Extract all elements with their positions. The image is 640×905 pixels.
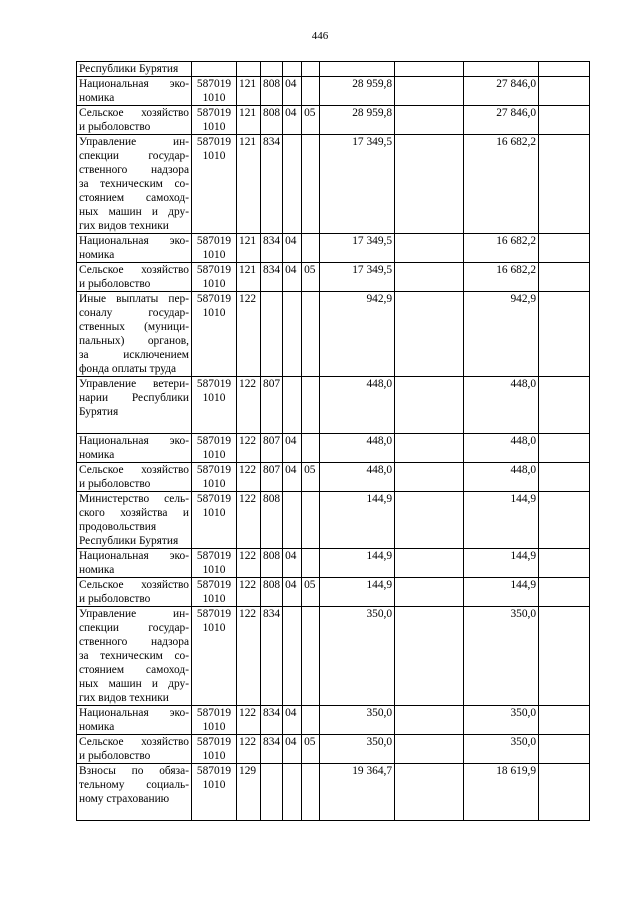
name-line: Иные выплаты пер- xyxy=(79,293,189,305)
name-line: Национальная эко- xyxy=(79,707,189,719)
section-cell: 04 xyxy=(283,434,302,463)
kosgu-cell: 122 xyxy=(237,434,261,463)
code-cell: 587019 1010 xyxy=(192,263,237,292)
name-line: Национальная эко- xyxy=(79,235,189,247)
name-line: Сельское хозяйство xyxy=(79,264,189,276)
dept-code-cell xyxy=(261,292,283,377)
kosgu-cell: 122 xyxy=(237,578,261,607)
amount-cell-2: 350,0 xyxy=(464,706,539,735)
subsection-cell xyxy=(302,234,320,263)
name-line: ского хозяйства и xyxy=(79,507,189,519)
name-line: ственных (муници- xyxy=(79,321,189,333)
kosgu-cell: 122 xyxy=(237,292,261,377)
blank-cell-1 xyxy=(395,607,464,706)
kosgu-cell: 122 xyxy=(237,377,261,434)
amount-cell-2: 27 846,0 xyxy=(464,77,539,106)
dept-code-cell: 834 xyxy=(261,607,283,706)
code-cell xyxy=(192,62,237,77)
table-row xyxy=(77,263,590,292)
name-line: за техническим со- xyxy=(79,650,189,662)
section-cell: 04 xyxy=(283,263,302,292)
name-line: номика xyxy=(79,249,115,261)
page-number: 446 xyxy=(311,30,329,42)
subsection-cell: 05 xyxy=(302,106,320,135)
subsection-cell xyxy=(302,706,320,735)
blank-cell-2 xyxy=(539,135,590,234)
name-line: номика xyxy=(79,564,115,576)
blank-cell-1 xyxy=(395,377,464,434)
table-row xyxy=(77,764,590,821)
name-line: Управление ветери- xyxy=(79,378,189,390)
name-line: Сельское хозяйство xyxy=(79,736,189,748)
blank-cell-1 xyxy=(395,434,464,463)
name-cell xyxy=(77,492,192,549)
name-line: ных машин и дру- xyxy=(79,206,189,218)
amount-cell-1: 17 349,5 xyxy=(320,234,395,263)
subsection-cell: 05 xyxy=(302,578,320,607)
subsection-cell: 05 xyxy=(302,263,320,292)
blank-cell-1 xyxy=(395,706,464,735)
amount-cell-1: 350,0 xyxy=(320,706,395,735)
name-line: стоянием самоход- xyxy=(79,664,189,676)
name-cell xyxy=(77,578,192,607)
subsection-cell: 05 xyxy=(302,463,320,492)
kosgu-cell: 122 xyxy=(237,549,261,578)
amount-cell-2: 350,0 xyxy=(464,607,539,706)
code-cell: 587019 1010 xyxy=(192,735,237,764)
budget-table-body xyxy=(77,62,590,821)
amount-cell-1: 448,0 xyxy=(320,434,395,463)
amount-cell-1: 144,9 xyxy=(320,578,395,607)
name-line: и рыболовство xyxy=(79,478,151,490)
name-line: продовольствия xyxy=(79,521,157,533)
code-cell: 587019 1010 xyxy=(192,77,237,106)
amount-cell-2: 27 846,0 xyxy=(464,106,539,135)
code-cell: 587019 1010 xyxy=(192,607,237,706)
blank-cell-2 xyxy=(539,77,590,106)
code-cell: 587019 1010 xyxy=(192,463,237,492)
amount-cell-1: 17 349,5 xyxy=(320,263,395,292)
name-cell xyxy=(77,77,192,106)
blank-cell-1 xyxy=(395,62,464,77)
name-cell xyxy=(77,607,192,706)
blank-cell-2 xyxy=(539,62,590,77)
code-cell: 587019 1010 xyxy=(192,434,237,463)
section-cell xyxy=(283,135,302,234)
dept-code-cell: 807 xyxy=(261,434,283,463)
name-line: и рыболовство xyxy=(79,750,151,762)
blank-cell-2 xyxy=(539,607,590,706)
table-row xyxy=(77,377,590,434)
name-line: Управление ин- xyxy=(79,608,189,620)
name-line: Сельское хозяйство xyxy=(79,579,189,591)
table-row xyxy=(77,106,590,135)
blank-cell-2 xyxy=(539,492,590,549)
section-cell: 04 xyxy=(283,706,302,735)
name-cell xyxy=(77,549,192,578)
blank-cell-1 xyxy=(395,463,464,492)
dept-code-cell: 834 xyxy=(261,263,283,292)
name-line: Сельское хозяйство xyxy=(79,107,189,119)
amount-cell-1: 28 959,8 xyxy=(320,77,395,106)
kosgu-cell: 122 xyxy=(237,492,261,549)
code-cell: 587019 1010 xyxy=(192,106,237,135)
kosgu-cell: 121 xyxy=(237,234,261,263)
name-line: Сельское хозяйство xyxy=(79,464,189,476)
name-line: соналу государ- xyxy=(79,307,189,319)
section-cell: 04 xyxy=(283,106,302,135)
name-line: пальных) органов, xyxy=(79,335,189,347)
table-row xyxy=(77,706,590,735)
subsection-cell xyxy=(302,549,320,578)
name-cell xyxy=(77,735,192,764)
name-line: за техническим со- xyxy=(79,178,189,190)
name-line: Управление ин- xyxy=(79,136,189,148)
name-cell xyxy=(77,234,192,263)
name-cell xyxy=(77,377,192,434)
blank-cell-1 xyxy=(395,77,464,106)
kosgu-cell: 129 xyxy=(237,764,261,821)
subsection-cell xyxy=(302,135,320,234)
amount-cell-2 xyxy=(464,62,539,77)
dept-code-cell: 808 xyxy=(261,492,283,549)
code-cell: 587019 1010 xyxy=(192,234,237,263)
blank-cell-1 xyxy=(395,263,464,292)
section-cell xyxy=(283,377,302,434)
amount-cell-1: 17 349,5 xyxy=(320,135,395,234)
dept-code-cell: 808 xyxy=(261,77,283,106)
name-line: номика xyxy=(79,92,115,104)
name-cell xyxy=(77,463,192,492)
name-line: номика xyxy=(79,449,115,461)
name-cell xyxy=(77,106,192,135)
code-cell: 587019 1010 xyxy=(192,292,237,377)
blank-cell-1 xyxy=(395,135,464,234)
name-line: Взносы по обяза- xyxy=(79,765,189,777)
kosgu-cell: 122 xyxy=(237,463,261,492)
name-line: и рыболовство xyxy=(79,593,151,605)
name-line: спекции государ- xyxy=(79,622,189,634)
section-cell: 04 xyxy=(283,77,302,106)
kosgu-cell: 121 xyxy=(237,263,261,292)
amount-cell-2: 448,0 xyxy=(464,463,539,492)
name-line: Национальная эко- xyxy=(79,78,189,90)
blank-cell-2 xyxy=(539,292,590,377)
amount-cell-2: 942,9 xyxy=(464,292,539,377)
section-cell: 04 xyxy=(283,234,302,263)
table-row xyxy=(77,578,590,607)
blank-cell-1 xyxy=(395,549,464,578)
table-row xyxy=(77,135,590,234)
blank-cell-2 xyxy=(539,735,590,764)
subsection-cell xyxy=(302,377,320,434)
name-line: Республики Бурятия xyxy=(79,63,179,75)
code-cell: 587019 1010 xyxy=(192,764,237,821)
table-row xyxy=(77,234,590,263)
amount-cell-2: 144,9 xyxy=(464,549,539,578)
name-line: за исключением xyxy=(79,349,189,361)
blank-cell-2 xyxy=(539,549,590,578)
blank-cell-1 xyxy=(395,735,464,764)
section-cell xyxy=(283,292,302,377)
name-line: ственного надзора xyxy=(79,164,189,176)
code-cell: 587019 1010 xyxy=(192,578,237,607)
amount-cell-2: 350,0 xyxy=(464,735,539,764)
name-line: ственного надзора xyxy=(79,636,189,648)
blank-cell-2 xyxy=(539,234,590,263)
blank-cell-2 xyxy=(539,263,590,292)
table-row xyxy=(77,62,590,77)
name-line: Национальная эко- xyxy=(79,435,189,447)
name-cell xyxy=(77,706,192,735)
amount-cell-1: 28 959,8 xyxy=(320,106,395,135)
name-line: номика xyxy=(79,721,115,733)
blank-cell-1 xyxy=(395,234,464,263)
dept-code-cell: 808 xyxy=(261,578,283,607)
code-cell: 587019 1010 xyxy=(192,549,237,578)
name-line: Национальная эко- xyxy=(79,550,189,562)
kosgu-cell xyxy=(237,62,261,77)
table-row xyxy=(77,434,590,463)
dept-code-cell: 808 xyxy=(261,106,283,135)
name-line: стоянием самоход- xyxy=(79,192,189,204)
code-cell: 587019 1010 xyxy=(192,706,237,735)
dept-code-cell xyxy=(261,62,283,77)
amount-cell-1: 19 364,7 xyxy=(320,764,395,821)
section-cell: 04 xyxy=(283,549,302,578)
dept-code-cell: 808 xyxy=(261,549,283,578)
kosgu-cell: 122 xyxy=(237,735,261,764)
amount-cell-1: 350,0 xyxy=(320,607,395,706)
name-line: Республики Бурятия xyxy=(79,535,179,547)
table-row xyxy=(77,492,590,549)
kosgu-cell: 121 xyxy=(237,77,261,106)
amount-cell-1: 144,9 xyxy=(320,492,395,549)
blank-cell-2 xyxy=(539,706,590,735)
dept-code-cell: 834 xyxy=(261,735,283,764)
amount-cell-2: 144,9 xyxy=(464,492,539,549)
blank-cell-2 xyxy=(539,106,590,135)
name-line: и рыболовство xyxy=(79,278,151,290)
subsection-cell: 05 xyxy=(302,735,320,764)
blank-cell-2 xyxy=(539,434,590,463)
dept-code-cell xyxy=(261,764,283,821)
name-cell xyxy=(77,62,192,77)
name-line: ному страхованию xyxy=(79,793,170,805)
table-row xyxy=(77,549,590,578)
blank-cell-2 xyxy=(539,764,590,821)
blank-cell-1 xyxy=(395,292,464,377)
table-row xyxy=(77,292,590,377)
amount-cell-2: 448,0 xyxy=(464,434,539,463)
subsection-cell xyxy=(302,292,320,377)
name-line: Министерство сель- xyxy=(79,493,189,505)
amount-cell-2: 16 682,2 xyxy=(464,135,539,234)
blank-cell-1 xyxy=(395,492,464,549)
code-cell: 587019 1010 xyxy=(192,492,237,549)
section-cell xyxy=(283,607,302,706)
dept-code-cell: 834 xyxy=(261,234,283,263)
name-line: гих видов техники xyxy=(79,220,169,232)
code-cell: 587019 1010 xyxy=(192,377,237,434)
kosgu-cell: 122 xyxy=(237,706,261,735)
blank-cell-1 xyxy=(395,764,464,821)
dept-code-cell: 834 xyxy=(261,135,283,234)
kosgu-cell: 121 xyxy=(237,135,261,234)
blank-cell-2 xyxy=(539,377,590,434)
name-cell xyxy=(77,263,192,292)
budget-table xyxy=(76,61,590,821)
name-line: тельному социаль- xyxy=(79,779,189,791)
name-cell xyxy=(77,434,192,463)
subsection-cell xyxy=(302,77,320,106)
blank-cell-1 xyxy=(395,578,464,607)
subsection-cell xyxy=(302,62,320,77)
subsection-cell xyxy=(302,607,320,706)
subsection-cell xyxy=(302,764,320,821)
name-cell xyxy=(77,135,192,234)
name-line: фонда оплаты труда xyxy=(79,363,177,375)
amount-cell-1: 350,0 xyxy=(320,735,395,764)
blank-cell-2 xyxy=(539,463,590,492)
name-cell xyxy=(77,764,192,821)
name-line: ных машин и дру- xyxy=(79,678,189,690)
kosgu-cell: 121 xyxy=(237,106,261,135)
table-row xyxy=(77,77,590,106)
name-cell xyxy=(77,292,192,377)
section-cell: 04 xyxy=(283,578,302,607)
amount-cell-2: 144,9 xyxy=(464,578,539,607)
code-cell: 587019 1010 xyxy=(192,135,237,234)
amount-cell-1: 448,0 xyxy=(320,377,395,434)
section-cell xyxy=(283,492,302,549)
amount-cell-2: 18 619,9 xyxy=(464,764,539,821)
table-row xyxy=(77,607,590,706)
amount-cell-1 xyxy=(320,62,395,77)
name-line: и рыболовство xyxy=(79,121,151,133)
name-line: нарии Республики xyxy=(79,392,189,404)
amount-cell-1: 448,0 xyxy=(320,463,395,492)
dept-code-cell: 807 xyxy=(261,377,283,434)
blank-cell-2 xyxy=(539,578,590,607)
table-row xyxy=(77,463,590,492)
amount-cell-1: 942,9 xyxy=(320,292,395,377)
amount-cell-2: 16 682,2 xyxy=(464,234,539,263)
section-cell xyxy=(283,62,302,77)
amount-cell-1: 144,9 xyxy=(320,549,395,578)
blank-cell-1 xyxy=(395,106,464,135)
subsection-cell xyxy=(302,434,320,463)
dept-code-cell: 807 xyxy=(261,463,283,492)
amount-cell-2: 16 682,2 xyxy=(464,263,539,292)
subsection-cell xyxy=(302,492,320,549)
dept-code-cell: 834 xyxy=(261,706,283,735)
name-line: Бурятия xyxy=(79,406,119,418)
section-cell: 04 xyxy=(283,463,302,492)
section-cell: 04 xyxy=(283,735,302,764)
kosgu-cell: 122 xyxy=(237,607,261,706)
section-cell xyxy=(283,764,302,821)
table-row xyxy=(77,735,590,764)
name-line: гих видов техники xyxy=(79,692,169,704)
amount-cell-2: 448,0 xyxy=(464,377,539,434)
name-line: спекции государ- xyxy=(79,150,189,162)
